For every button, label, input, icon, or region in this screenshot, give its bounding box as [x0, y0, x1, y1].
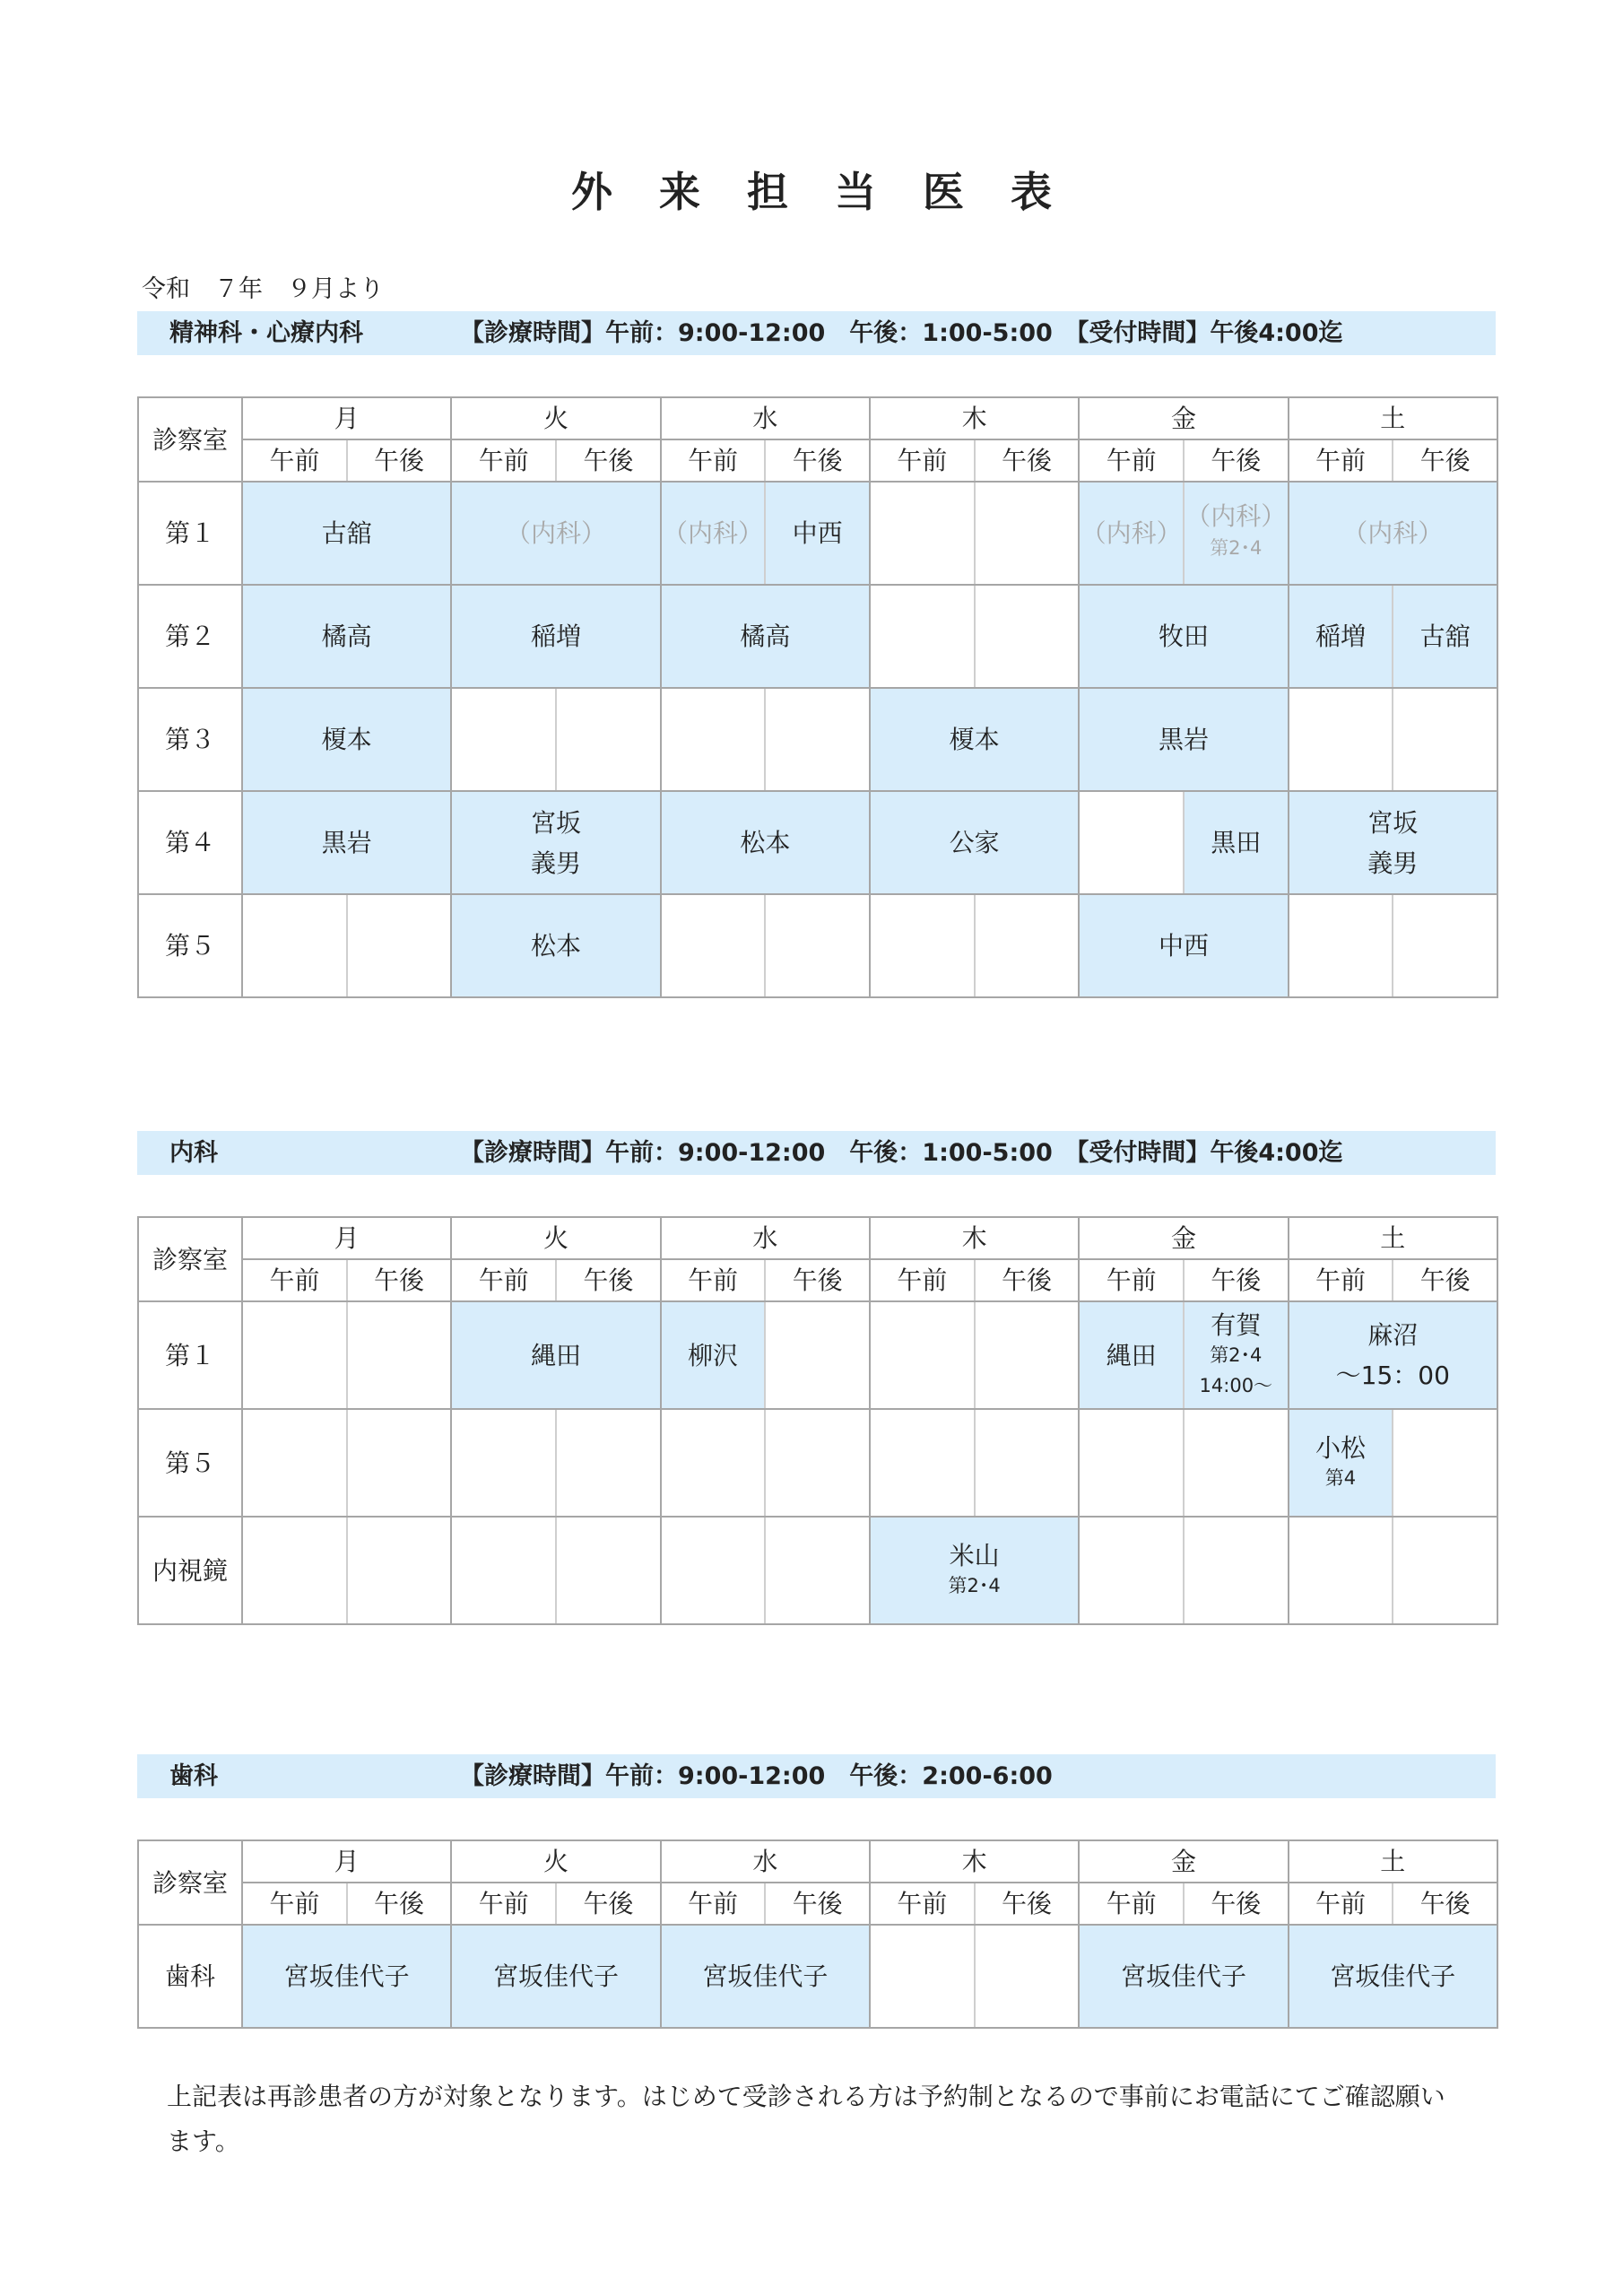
schedule-cell	[242, 1517, 347, 1624]
schedule-cell	[661, 688, 766, 791]
schedule-cell	[1184, 482, 1289, 585]
pm-header: 午後	[975, 439, 1080, 482]
schedule-cell	[451, 1925, 660, 2028]
schedule-cell	[1079, 894, 1288, 997]
pm-header: 午後	[765, 439, 870, 482]
am-header: 午前	[1079, 1883, 1184, 1925]
doctor-name-line2: 義男	[530, 848, 581, 878]
day-header: 金	[1079, 1217, 1288, 1259]
schedule-cell	[975, 585, 1080, 688]
schedule-cell	[1289, 482, 1497, 585]
schedule-cell	[1184, 1409, 1289, 1517]
room-header: 診察室	[138, 1217, 242, 1301]
doctor-name: 松本	[530, 931, 581, 961]
pm-header: 午後	[1393, 1259, 1497, 1301]
schedule-table-internal-medicine	[137, 1216, 1498, 1625]
doctor-name: 公家	[949, 828, 1000, 857]
table-row	[138, 1301, 1497, 1409]
doctor-name: （内科）	[662, 518, 763, 548]
day-header: 火	[451, 397, 660, 439]
table-row	[138, 1925, 1497, 2028]
doctor-name: （内科）	[1185, 501, 1287, 532]
doctor-name: 中西	[1158, 931, 1209, 961]
schedule-cell	[1393, 894, 1497, 997]
schedule-cell	[661, 1925, 870, 2028]
room-header: 診察室	[138, 1840, 242, 1925]
schedule-cell	[1079, 1301, 1184, 1409]
pm-header: 午後	[347, 1259, 452, 1301]
schedule-cell	[1184, 791, 1289, 894]
schedule-cell	[1079, 791, 1184, 894]
doctor-name: 宮坂佳代子	[1330, 1961, 1456, 1991]
header-row-days	[138, 397, 1497, 439]
doctor-name: 宮坂佳代子	[702, 1961, 829, 1991]
schedule-cell	[347, 894, 452, 997]
doctor-name: 黒田	[1211, 828, 1262, 857]
day-header: 金	[1079, 1840, 1288, 1883]
pm-header: 午後	[1184, 439, 1289, 482]
schedule-cell	[242, 1301, 347, 1409]
doctor-name: （内科）	[1081, 518, 1182, 548]
day-header: 水	[661, 1840, 870, 1883]
doctor-name: 古舘	[1419, 622, 1471, 651]
doctor-name: 黒岩	[321, 828, 372, 857]
dept-hours: 【診療時間】午前：9:00-12:00 午後：2:00-6:00	[460, 1762, 1053, 1790]
schedule-cell	[1393, 688, 1497, 791]
dept-header-internal-medicine	[137, 1131, 1496, 1175]
pm-header: 午後	[1393, 439, 1497, 482]
page-title: 外来担当医表	[571, 168, 1098, 216]
doctor-name: 米山	[949, 1540, 1000, 1570]
pm-header: 午後	[1393, 1883, 1497, 1925]
schedule-cell	[1289, 688, 1393, 791]
doctor-name: 榎本	[949, 725, 1000, 754]
schedule-cell	[1079, 1517, 1184, 1624]
schedule-cell	[451, 1301, 660, 1409]
schedule-cell	[1393, 585, 1497, 688]
day-header: 水	[661, 1217, 870, 1259]
schedule-cell	[1184, 1301, 1289, 1409]
schedule-cell	[451, 688, 556, 791]
schedule-cell	[1289, 1409, 1393, 1517]
day-header: 土	[1289, 1217, 1497, 1259]
doctor-name-line2: 義男	[1367, 848, 1419, 878]
room-label: 第５	[138, 894, 242, 997]
day-header: 土	[1289, 397, 1497, 439]
schedule-cell	[661, 1517, 766, 1624]
header-row-ampm	[138, 439, 1497, 482]
table-row	[138, 585, 1497, 688]
am-header: 午前	[242, 1259, 347, 1301]
schedule-cell	[661, 1409, 766, 1517]
am-header: 午前	[1079, 439, 1184, 482]
schedule-cell	[1079, 585, 1288, 688]
schedule-cell	[1289, 1925, 1497, 2028]
schedule-cell	[451, 1409, 556, 1517]
day-header: 月	[242, 1840, 451, 1883]
table-row	[138, 1409, 1497, 1517]
pm-header: 午後	[975, 1883, 1080, 1925]
schedule-cell	[661, 1301, 766, 1409]
schedule-cell	[765, 894, 870, 997]
doctor-name: 中西	[792, 518, 843, 548]
doctor-name: 松本	[740, 828, 791, 857]
schedule-cell	[661, 894, 766, 997]
am-header: 午前	[870, 1883, 975, 1925]
am-header: 午前	[870, 439, 975, 482]
doctor-name: （内科）	[505, 518, 606, 548]
footnote: 上記表は再診患者の方が対象となります。はじめて受診される方は予約制となるので事前にお電話にてご確認願います。	[167, 2082, 1445, 2156]
doctor-name: 麻沼	[1367, 1320, 1419, 1350]
schedule-cell	[242, 1925, 451, 2028]
table-row	[138, 791, 1497, 894]
am-header: 午前	[661, 1883, 766, 1925]
dept-name: 歯科	[169, 1762, 218, 1790]
am-header: 午前	[1289, 439, 1393, 482]
schedule-table-dental	[137, 1839, 1498, 2029]
schedule-cell	[1079, 482, 1184, 585]
table-row	[138, 1517, 1497, 1624]
schedule-cell	[765, 1517, 870, 1624]
schedule-cell	[765, 688, 870, 791]
header-row-days	[138, 1217, 1497, 1259]
schedule-cell	[765, 1409, 870, 1517]
pm-header: 午後	[556, 1883, 661, 1925]
am-header: 午前	[451, 439, 556, 482]
schedule-cell	[1289, 791, 1497, 894]
pm-header: 午後	[765, 1259, 870, 1301]
doctor-name: 宮坂佳代子	[492, 1961, 619, 1991]
schedule-cell	[556, 688, 661, 791]
cell-note: 第4	[1324, 1466, 1357, 1489]
pm-header: 午後	[556, 1259, 661, 1301]
pm-header: 午後	[347, 439, 452, 482]
dept-name: 内科	[169, 1139, 218, 1167]
day-header: 木	[870, 1840, 1079, 1883]
doctor-name: 古舘	[321, 518, 372, 548]
room-label: 内視鏡	[138, 1517, 242, 1624]
day-header: 月	[242, 1217, 451, 1259]
doctor-name: 橘高	[740, 622, 791, 651]
cell-note: 第2･4	[948, 1574, 1001, 1596]
header-row-ampm	[138, 1883, 1497, 1925]
doctor-name: 宮坂	[1367, 807, 1419, 838]
doctor-name: 橘高	[321, 622, 372, 651]
am-header: 午前	[1079, 1259, 1184, 1301]
schedule-cell	[451, 894, 660, 997]
schedule-cell	[661, 791, 870, 894]
table-row	[138, 894, 1497, 997]
day-header: 土	[1289, 1840, 1497, 1883]
schedule-cell	[975, 1301, 1080, 1409]
schedule-cell	[451, 482, 660, 585]
pm-header: 午後	[765, 1883, 870, 1925]
schedule-cell	[975, 894, 1080, 997]
doctor-name: 縄田	[1106, 1340, 1157, 1370]
schedule-cell	[347, 1517, 452, 1624]
cell-note: 第2･4	[1210, 1344, 1263, 1366]
schedule-cell	[975, 1409, 1080, 1517]
dept-name: 精神科・心療内科	[169, 319, 363, 347]
am-header: 午前	[1289, 1883, 1393, 1925]
schedule-cell	[1289, 1301, 1497, 1409]
day-header: 火	[451, 1840, 660, 1883]
schedule-cell	[242, 1409, 347, 1517]
am-header: 午前	[451, 1883, 556, 1925]
pm-header: 午後	[975, 1259, 1080, 1301]
pm-header: 午後	[1184, 1883, 1289, 1925]
cell-note: 第2･4	[1210, 537, 1263, 560]
day-header: 火	[451, 1217, 660, 1259]
schedule-cell	[975, 482, 1080, 585]
schedule-cell	[242, 791, 451, 894]
schedule-cell	[870, 585, 975, 688]
schedule-table-psychiatry	[137, 396, 1498, 998]
schedule-cell	[556, 1409, 661, 1517]
room-label: 第４	[138, 791, 242, 894]
schedule-cell	[870, 1925, 975, 2028]
pm-header: 午後	[556, 439, 661, 482]
schedule-cell	[1289, 585, 1393, 688]
header-row-ampm	[138, 1259, 1497, 1301]
doctor-name: 宮坂佳代子	[283, 1961, 410, 1991]
schedule-cell	[1079, 1409, 1184, 1517]
header-row-days	[138, 1840, 1497, 1883]
doctor-name: 稲増	[530, 622, 581, 651]
schedule-cell	[765, 1301, 870, 1409]
schedule-cell	[556, 1517, 661, 1624]
schedule-cell	[242, 482, 451, 585]
doctor-name: 黒岩	[1158, 725, 1209, 754]
dept-hours: 【診療時間】午前：9:00-12:00 午後：1:00-5:00 【受付時間】午後4:00迄	[460, 319, 1343, 347]
room-label: 第５	[138, 1409, 242, 1517]
doctor-name: 縄田	[530, 1340, 581, 1370]
table-row	[138, 688, 1497, 791]
schedule-cell	[661, 482, 766, 585]
table-row	[138, 482, 1497, 585]
am-header: 午前	[661, 1259, 766, 1301]
room-label: 第１	[138, 1301, 242, 1409]
room-label: 第１	[138, 482, 242, 585]
am-header: 午前	[242, 439, 347, 482]
am-header: 午前	[661, 439, 766, 482]
room-header: 診察室	[138, 397, 242, 482]
schedule-cell	[1289, 1517, 1393, 1624]
doctor-name: 宮坂	[530, 807, 581, 838]
dept-header-psychiatry	[137, 311, 1496, 355]
schedule-cell	[1393, 1517, 1497, 1624]
dept-header-dental	[137, 1754, 1496, 1798]
schedule-cell	[1393, 1409, 1497, 1517]
doctor-name: 宮坂佳代子	[1120, 1961, 1246, 1991]
room-label: 第２	[138, 585, 242, 688]
schedule-cell	[451, 791, 660, 894]
schedule-cell	[870, 1409, 975, 1517]
schedule-cell	[870, 791, 1079, 894]
schedule-cell	[242, 894, 347, 997]
doctor-name: 稲増	[1315, 622, 1366, 651]
day-header: 月	[242, 397, 451, 439]
am-header: 午前	[1289, 1259, 1393, 1301]
schedule-cell	[347, 1301, 452, 1409]
room-label: 第３	[138, 688, 242, 791]
schedule-cell	[870, 1301, 975, 1409]
day-header: 木	[870, 1217, 1079, 1259]
day-header: 木	[870, 397, 1079, 439]
room-label: 歯科	[138, 1925, 242, 2028]
schedule-cell	[451, 1517, 556, 1624]
schedule-cell	[1079, 1925, 1288, 2028]
cell-note-time: 14:00～	[1199, 1374, 1273, 1396]
schedule-cell	[242, 688, 451, 791]
schedule-cell	[242, 585, 451, 688]
schedule-cell	[347, 1409, 452, 1517]
schedule-cell	[1289, 894, 1393, 997]
schedule-cell	[870, 1517, 1079, 1624]
dept-hours: 【診療時間】午前：9:00-12:00 午後：1:00-5:00 【受付時間】午後4:00迄	[460, 1139, 1343, 1167]
schedule-cell	[765, 482, 870, 585]
doctor-name: 小松	[1315, 1432, 1366, 1463]
schedule-cell	[870, 894, 975, 997]
am-header: 午前	[242, 1883, 347, 1925]
doctor-name: 榎本	[321, 725, 372, 754]
day-header: 金	[1079, 397, 1288, 439]
schedule-cell	[1079, 688, 1288, 791]
schedule-cell	[870, 482, 975, 585]
doctor-name: 牧田	[1158, 622, 1209, 651]
doctor-name: （内科）	[1342, 518, 1444, 548]
schedule-cell	[975, 1925, 1080, 2028]
pm-header: 午後	[1184, 1259, 1289, 1301]
effective-date: 令和 ７年 ９月より	[142, 275, 384, 303]
doctor-name: 柳沢	[687, 1340, 738, 1370]
schedule-cell	[451, 585, 660, 688]
schedule-cell	[661, 585, 870, 688]
doctor-name-line2: ～15：00	[1335, 1361, 1450, 1390]
am-header: 午前	[870, 1259, 975, 1301]
day-header: 水	[661, 397, 870, 439]
schedule-cell	[1184, 1517, 1289, 1624]
am-header: 午前	[451, 1259, 556, 1301]
schedule-cell	[870, 688, 1079, 791]
pm-header: 午後	[347, 1883, 452, 1925]
doctor-name: 有賀	[1211, 1309, 1262, 1340]
